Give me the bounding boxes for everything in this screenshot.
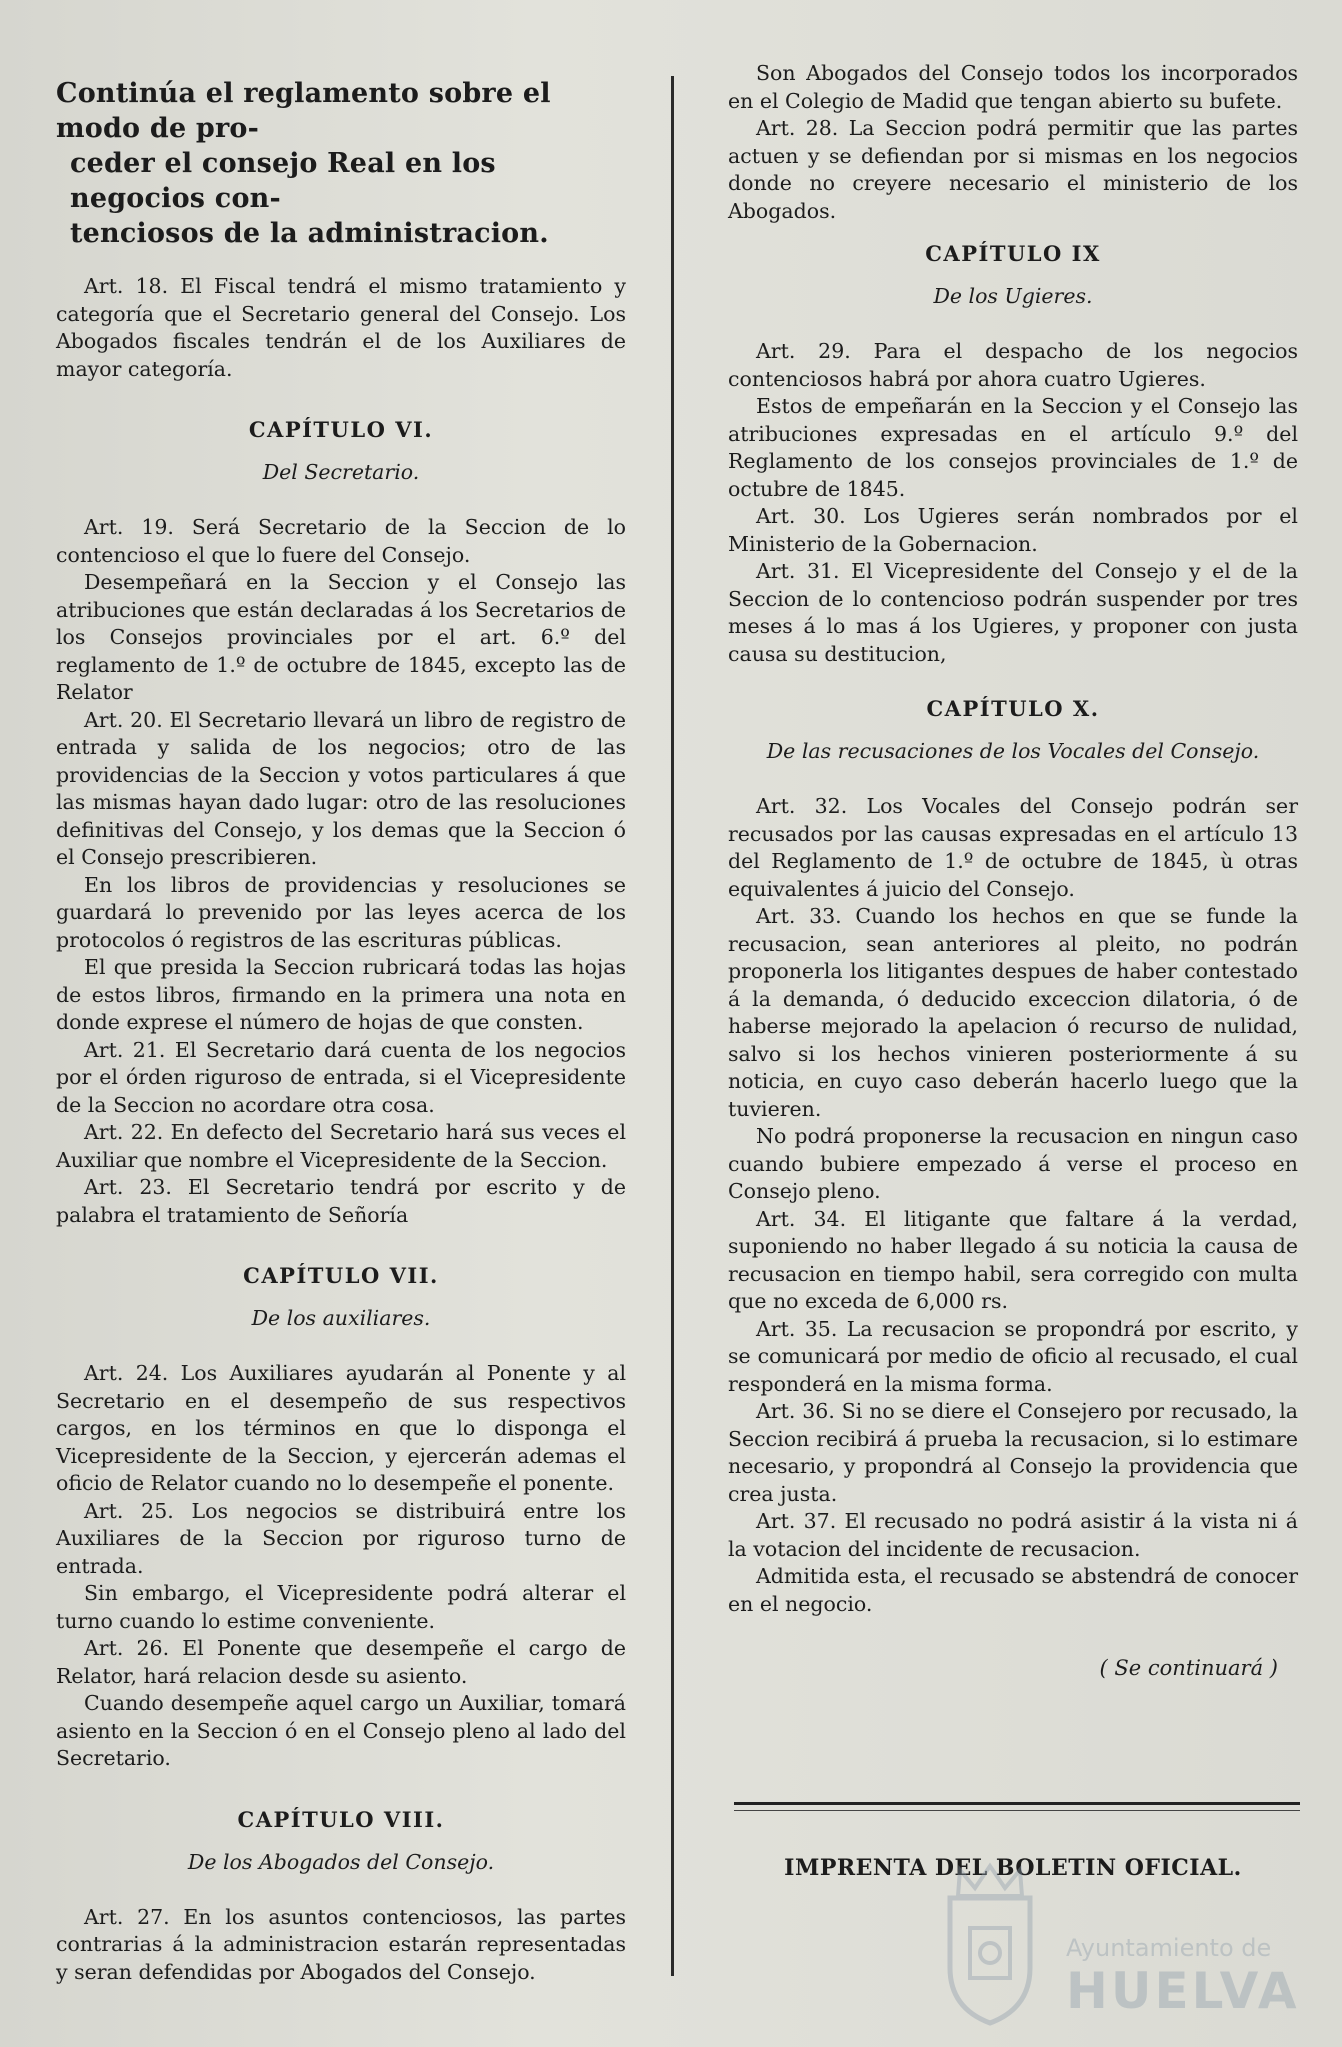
chapter-7-subtitle: De los auxiliares. [251, 1306, 431, 1330]
article-18: Art. 18. El Fiscal tendrá el mismo tratamiento y categoría que el Secretario general del Consejo. Los Abogados fiscales tendrán el de los Auxiliares de mayor categoría. [56, 274, 626, 381]
printer-imprint: IMPRENTA DEL BOLETIN OFICIAL. [784, 1855, 1242, 1881]
article-title [56, 76, 626, 251]
title-line-3: tenciosos de la administracion. [70, 218, 549, 249]
chapter-8-heading: CAPÍTULO VIII. [237, 1806, 445, 1832]
chapter-6-subtitle: Del Secretario. [262, 460, 420, 484]
watermark-line-1: Ayuntamiento de [1066, 1934, 1272, 1962]
article-20-paragraph-2: En los libros de providencias y resoluciones se guardará lo prevenido por las leyes acerca de los protocolos ó registros de las escrituras públicas. [56, 872, 626, 952]
article-34: Art. 34. El litigante que faltare á la verdad, suponiendo no haber llegado á su noticia la causa de recusacion en tiempo habil, sera corregido con multa que no exceda de 6,000 rs. [728, 1206, 1298, 1313]
article-29: Art. 29. Para el despacho de los negocios contenciosos habrá por ahora cuatro Ugieres. [728, 339, 1298, 391]
article-19-paragraph-2: Desempeñará en la Seccion y el Consejo las atribuciones que están declaradas á los Secretarios de los Consejos provinciales por el art. 6.º del reglamento de 1.º de octubre de 1845, excepto las de Relator [56, 570, 626, 704]
article-35: Art. 35. La recusacion se propondrá por escrito, y se comunicará por medio de oficio al recusado, el cual responderá en la misma forma. [728, 1316, 1298, 1396]
title-line-2: ceder el consejo Real en los negocios con- [70, 148, 496, 214]
coat-of-arms-icon [930, 1858, 1050, 2028]
right-column [728, 60, 1298, 1881]
article-24: Art. 24. Los Auxiliares ayudarán al Ponente y al Secretario en el desempeño de sus respectivos cargos, en los términos en que lo disponga el Vicepresidente de la Seccion, y ejercerán ademas el oficio de Relator cuando no lo desempeñe el ponente. [56, 1361, 626, 1495]
article-25: Art. 25. Los negocios se distribuirá entre los Auxiliares de la Seccion por riguroso turno de entrada. [56, 1498, 626, 1578]
watermark-line-2: HUELVA [1066, 1962, 1300, 2020]
continuation-note: ( Se continuará ) [1099, 1656, 1278, 1680]
chapter-9-heading: CAPÍTULO IX [925, 241, 1101, 266]
article-22: Art. 22. En defecto del Secretario hará sus veces el Auxiliar que nombre el Vicepresidente de la Seccion. [56, 1120, 626, 1172]
article-28: Art. 28. La Seccion podrá permitir que las partes actuen y se defiendan por si mismas en los negocios donde no creyere necesario el ministerio de los Abogados. [728, 116, 1298, 223]
footer-rule [734, 1802, 1300, 1805]
title-line-1: Continúa el reglamento sobre el modo de pro- [56, 78, 551, 144]
article-26: Art. 26. El Ponente que desempeñe el cargo de Relator, hará relacion desde su asiento. [56, 1636, 626, 1688]
article-37: Art. 37. El recusado no podrá asistir á la vista ni á la votacion del incidente de recusacion. [728, 1509, 1298, 1561]
chapter-9-subtitle: De los Ugieres. [933, 284, 1093, 308]
article-26-paragraph-2: Cuando desempeñe aquel cargo un Auxiliar, tomará asiento en la Seccion ó en el Consejo pleno al lado del Secretario. [56, 1691, 626, 1770]
chapter-8-subtitle: De los Abogados del Consejo. [187, 1849, 495, 1874]
article-21: Art. 21. El Secretario dará cuenta de los negocios por el órden riguroso de entrada, si el Vicepresidente de la Seccion no acordare otra cosa. [56, 1037, 626, 1117]
article-29-paragraph-2: Estos de empeñarán en la Seccion y el Consejo las atribuciones expresadas en el artículo 9.º del Reglamento de los consejos provinciales de 1.º de octubre de 1845. [728, 394, 1298, 501]
article-20-paragraph-3: El que presida la Seccion rubricará todas las hojas de estos libros, firmando en la primera una nota en donde exprese el número de hojas de que consten. [56, 955, 626, 1034]
chapter-7-heading: CAPÍTULO VII. [243, 1263, 439, 1288]
article-33-paragraph-2: No podrá proponerse la recusacion en ningun caso cuando bubiere empezado á verse el proceso en Consejo pleno. [728, 1124, 1298, 1203]
article-32: Art. 32. Los Vocales del Consejo podrán ser recusados por las causas expresadas en el artículo 13 del Reglamento de 1.º de octubre de 1845, ù otras equivalentes á juicio del Consejo. [728, 794, 1298, 901]
column-divider [671, 76, 674, 1976]
left-column [56, 60, 626, 1986]
chapter-6-heading: CAPÍTULO VI. [248, 417, 434, 442]
article-23: Art. 23. El Secretario tendrá por escrito y de palabra el tratamiento de Señoría [56, 1175, 626, 1227]
chapter-10-heading: CAPÍTULO X. [926, 696, 1100, 721]
article-27: Art. 27. En los asuntos contenciosos, las partes contrarias á la administracion estarán representadas y seran defendidas por Abogados del Consejo. [56, 1904, 626, 1984]
article-37-paragraph-2: Admitida esta, el recusado se abstendrá de conocer en el negocio. [728, 1564, 1298, 1616]
article-36: Art. 36. Si no se diere el Consejero por recusado, la Seccion recibirá á prueba la recusacion, si lo estimare necesario, y propondrá al Consejo la providencia que crea justa. [728, 1399, 1298, 1506]
article-27-paragraph-2: Son Abogados del Consejo todos los incorporados en el Colegio de Madid que tengan abierto su bufete. [728, 61, 1298, 113]
article-19: Art. 19. Será Secretario de la Seccion de lo contencioso el que lo fuere del Consejo. [56, 515, 626, 567]
article-25-paragraph-2: Sin embargo, el Vicepresidente podrá alterar el turno cuando lo estime conveniente. [56, 1581, 626, 1633]
article-30: Art. 30. Los Ugieres serán nombrados por el Ministerio de la Gobernacion. [728, 504, 1298, 556]
chapter-10-subtitle: De las recusaciones de los Vocales del Consejo. [766, 739, 1260, 763]
article-33: Art. 33. Cuando los hechos en que se funde la recusacion, sean anteriores al pleito, no podrán proponerla los litigantes despues de haber contestado á la demanda, ó deducido exceccion dilatoria, ó de haberse mejorado la apelacion ó recurso de nulidad, salvo si los hechos vinieren posteriormente á su noticia, en cuyo caso deberán hacerlo luego que la tuvieren. [728, 904, 1298, 1121]
ayuntamiento-huelva-watermark [930, 1858, 1300, 2028]
article-20: Art. 20. El Secretario llevará un libro de registro de entrada y salida de los negocios; otro de las providencias de la Seccion y votos particulares á que las mismas hayan dado lugar: otro de las resoluciones definitivas del Consejo, y los demas que la Seccion ó el Consejo prescribieren. [56, 707, 626, 869]
article-31: Art. 31. El Vicepresidente del Consejo y el de la Seccion de lo contencioso podrán suspender por tres meses á lo mas á los Ugieres, y proponer con justa causa su destitucion, [728, 559, 1298, 666]
footer-rule-thin [734, 1810, 1300, 1811]
